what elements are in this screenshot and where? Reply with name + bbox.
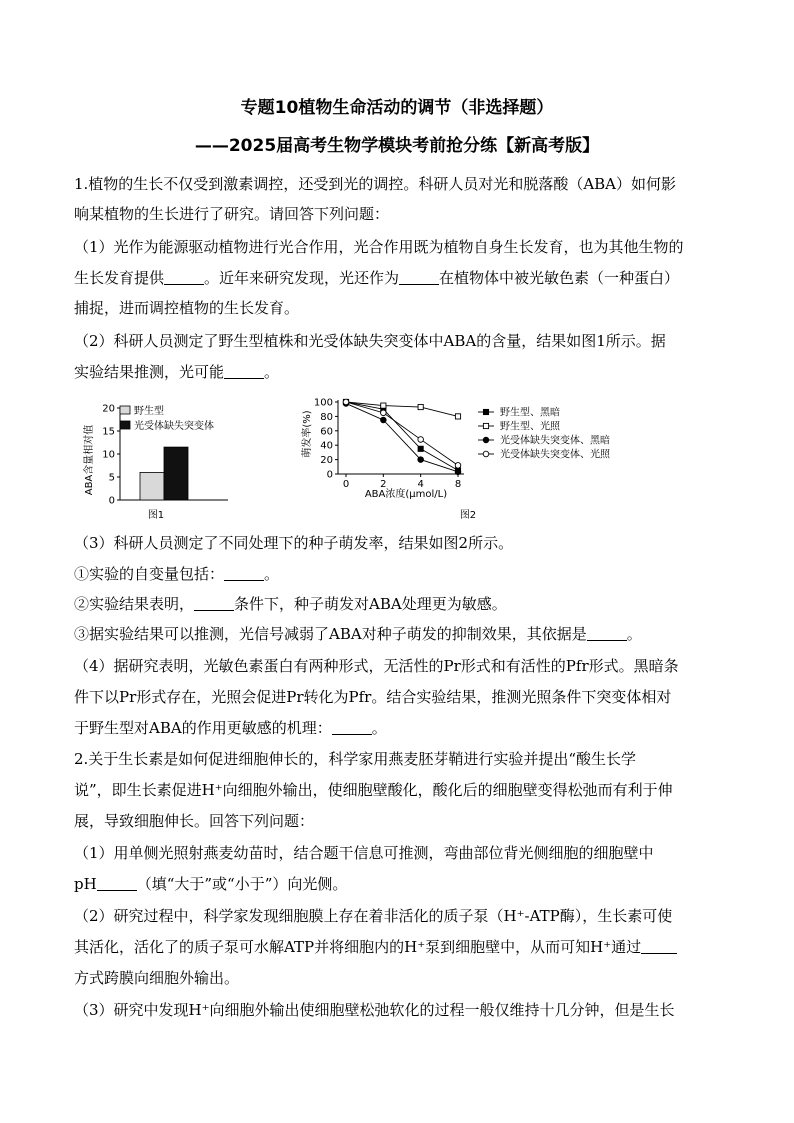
fig1-bar [164, 447, 188, 500]
q2-intro-line2: 说”，即生长素促进H⁺向细胞外输出，使细胞壁酸化，酸化后的细胞壁变得松弛而有利于伸 [74, 781, 673, 799]
fig2-series-line [346, 402, 458, 465]
answer-blank[interactable] [194, 596, 234, 611]
q1-intro-line2: 响某植物的生长进行了研究。请回答下列问题： [74, 205, 390, 223]
q2-part3-line1: （3）研究中发现H⁺向细胞外输出使细胞壁松弛软化的过程一般仅维持十几分钟，但是生长 [74, 1001, 675, 1019]
answer-blank[interactable] [641, 939, 677, 954]
fig2-y-tick-label: 40 [320, 440, 333, 452]
document-subtitle: ——2025届高考生物学模块考前抢分练【新高考版】 [194, 136, 600, 156]
answer-blank[interactable] [224, 566, 264, 581]
q1-part3-item2: ②实验结果表明， 条件下，种子萌发对ABA处理更为敏感。 [74, 595, 507, 613]
fig2-point [381, 403, 386, 408]
fig2-y-tick-label: 80 [320, 411, 333, 423]
fig1-y-tick-label: 0 [108, 495, 115, 507]
fig2-point [343, 399, 349, 405]
fig1-ticks [102, 404, 120, 507]
fig2-point [381, 417, 387, 423]
answer-blank[interactable] [164, 270, 204, 285]
fig2-y-tick-label: 60 [320, 426, 333, 438]
figure-2-line-chart [296, 392, 726, 525]
fig2-legend-label: 野生型、光照 [500, 421, 560, 433]
q1-part3-item3: ③据实验结果可以推测，光信号减弱了ABA对种子萌发的抑制效果，其依据是 。 [74, 625, 642, 643]
q1-part1-line1: （1）光作为能源驱动植物进行光合作用，光合作用既为植物自身生长发育，也为其他生物的 [74, 238, 684, 256]
fig2-x-tick-label: 8 [454, 479, 462, 490]
q1-part3-line: （3）科研人员测定了不同处理下的种子萌发率，结果如图2所示。 [74, 534, 514, 552]
q1-part2-line2: 实验结果推测，光可能 。 [74, 363, 280, 381]
fig2-legend-marker [483, 409, 488, 414]
fig2-caption: 图2 [459, 510, 477, 521]
answer-blank[interactable] [587, 626, 627, 641]
q2-part2-line1: （2）研究过程中，科学家发现细胞膜上存在着非活化的质子泵（H⁺-ATP酶），生长素可使 [74, 907, 673, 925]
fig2-y-tick-label: 20 [320, 455, 333, 467]
answer-blank[interactable] [399, 270, 439, 285]
q2-part2-line2: 其活化，活化了的质子泵可水解ATP并将细胞内的H⁺泵到细胞壁中，从而可知H⁺通过 [74, 936, 677, 958]
legend-label-mutant: 光受体缺失突变体 [134, 421, 214, 432]
fig2-y-tick-label: 100 [313, 397, 333, 409]
answer-blank[interactable] [332, 720, 372, 735]
fig2-point [418, 404, 423, 409]
fig2-point [418, 437, 424, 443]
fig2-x-tick-label: 2 [380, 479, 387, 490]
fig1-caption: 图1 [147, 510, 165, 521]
q1-part1-line2: 生长发育提供 。近年来研究发现，光还作为 在植物体中被光敏色素（一种蛋白） [74, 269, 680, 287]
fig2-legend-label: 光受体缺失突变体、光照 [500, 449, 610, 461]
fig1-y-tick-label: 20 [102, 403, 115, 415]
fig2-series [343, 399, 461, 474]
figure-1-bar-chart [78, 400, 268, 525]
q1-part4-line2: 件下以Pr形式存在，光照会促进Pr转化为Pfr。结合实验结果，推测光照条件下突变体相对 [74, 688, 672, 706]
fig2-x-tick-label: 0 [342, 479, 350, 490]
legend-swatch-mutant [120, 421, 130, 429]
q2-part1-line1: （1）用单侧光照射燕麦幼苗时，结合题干信息可推测，弯曲部位背光侧细胞的细胞壁中 [74, 844, 654, 862]
q1-part2-line1: （2）科研人员测定了野生型植株和光受体缺失突变体中ABA的含量，结果如图1所示。据 [74, 332, 666, 350]
fig2-legend-label: 野生型、黑暗 [500, 407, 560, 419]
fig2-point [455, 469, 461, 475]
fig1-y-tick-label: 10 [102, 449, 115, 461]
fig2-ylabel: 萌发率(%) [302, 410, 313, 458]
fig1-bar [140, 472, 164, 500]
q1-part1-line3: 捕捉，进而调控植物的生长发育。 [74, 299, 300, 317]
legend-swatch-wildtype [120, 406, 130, 414]
fig2-legend-label: 光受体缺失突变体、黑暗 [500, 435, 610, 447]
fig1-legend [120, 404, 214, 432]
fig2-series-line [346, 403, 458, 471]
q2-part1-line2: pH （填“大于”或“小于”）向光侧。 [74, 875, 348, 893]
fig2-xlabel: ABA浓度(μmol/L) [364, 489, 448, 500]
fig2-legend-marker [483, 451, 489, 457]
fig2-legend-marker [483, 423, 488, 428]
fig2-y-tick-label: 0 [326, 469, 333, 481]
fig1-y-tick-label: 5 [108, 472, 115, 484]
q1-intro-line1: 1.植物的生长不仅受到激素调控，还受到光的调控。科研人员对光和脱落酸（ABA）如何影 [74, 175, 677, 193]
fig1-ylabel: ABA含量相对值 [84, 424, 95, 496]
fig2-point [455, 414, 460, 419]
document-title: 专题10植物生命活动的调节（非选择题） [240, 98, 554, 118]
fig2-point [418, 457, 424, 463]
fig1-y-tick-label: 15 [102, 426, 115, 438]
answer-blank[interactable] [224, 364, 264, 379]
fig2-point [381, 410, 387, 416]
q1-part3-item1: ①实验的自变量包括： 。 [74, 565, 280, 583]
q2-intro-line1: 2.关于生长素是如何促进细胞伸长的，科学家用燕麦胚芽鞘进行实验并提出“酸生长学 [74, 750, 636, 768]
fig2-legend [478, 406, 611, 461]
fig2-point [418, 446, 423, 451]
answer-blank[interactable] [97, 876, 137, 891]
fig2-series-line [346, 402, 458, 416]
fig2-point [455, 463, 461, 469]
fig1-bars [140, 447, 188, 500]
q2-intro-line3: 展，导致细胞伸长。回答下列问题： [74, 812, 315, 830]
q2-part2-line3: 方式跨膜向细胞外输出。 [74, 969, 240, 987]
q1-part4-line3: 于野生型对ABA的作用更敏感的机理： 。 [74, 719, 387, 737]
q1-part4-line1: （4）据研究表明，光敏色素蛋白有两种形式，无活性的Pr形式和有活性的Pfr形式。黑暗条 [74, 657, 679, 675]
legend-label-wildtype: 野生型 [134, 406, 164, 417]
fig2-legend-marker [483, 437, 489, 443]
fig2-x-tick-label: 4 [417, 479, 424, 490]
